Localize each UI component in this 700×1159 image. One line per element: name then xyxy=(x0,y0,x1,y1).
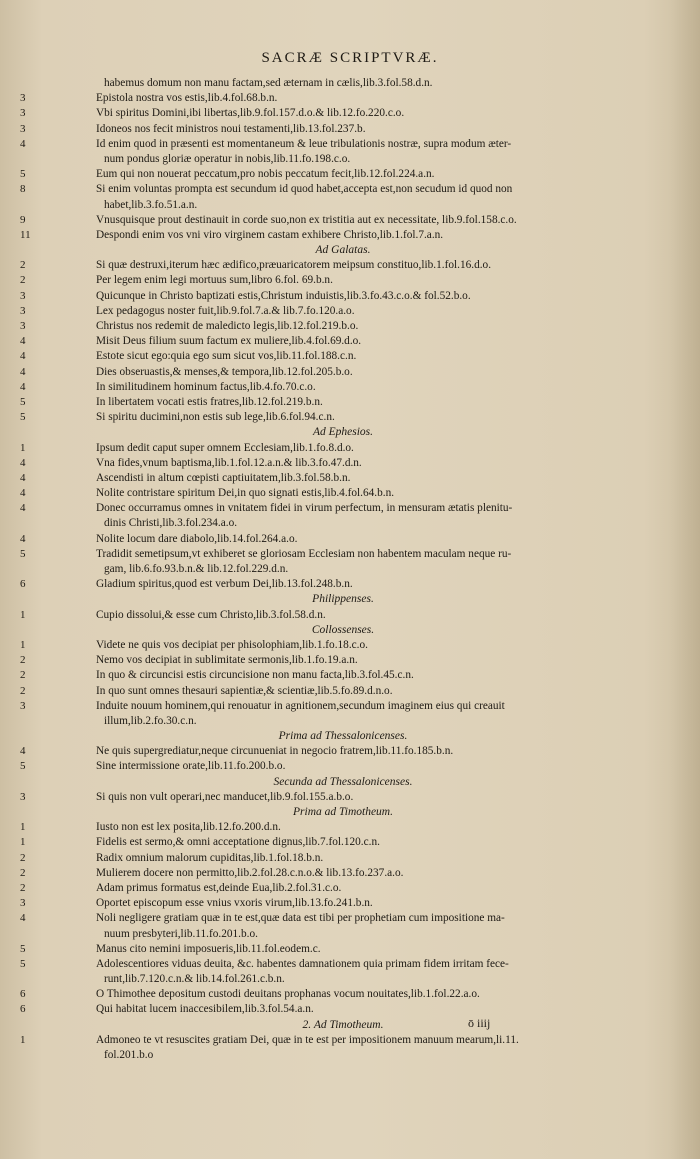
chapter-number: 4 xyxy=(20,137,26,150)
entry-text: Nemo vos decipiat in sublimitate sermonis,lib.1.fo.19.a.n. xyxy=(96,654,358,667)
entry-text: Admoneo te vt resuscites gratiam Dei, quæ in te est per impositionem manuum mearum,li.11. xyxy=(96,1033,519,1046)
entry-text: Fidelis est sermo,& omni acceptatione dignus,lib.7.fol.120.c.n. xyxy=(96,836,380,849)
index-entry xyxy=(0,456,700,471)
chapter-number: 1 xyxy=(20,821,26,834)
chapter-number: 3 xyxy=(20,304,26,317)
index-entry xyxy=(0,395,700,410)
index-entry xyxy=(0,167,700,182)
chapter-number: 2 xyxy=(20,654,26,667)
entry-text: runt,lib.7.120.c.n.& lib.14.fol.261.c.b.n. xyxy=(104,973,285,986)
index-entry xyxy=(0,927,700,942)
index-entry xyxy=(0,942,700,957)
entry-text: Quicunque in Christo baptizati estis,Christum induistis,lib.3.fo.43.c.o.& fol.52.b.o. xyxy=(96,289,471,302)
chapter-number: 8 xyxy=(20,183,26,196)
section-heading xyxy=(0,729,700,744)
entry-text: Id enim quod in præsenti est momentaneum & leue tribulationis nostræ, supra modum æter- xyxy=(96,137,512,150)
section-heading-text: Prima ad Timotheum. xyxy=(293,806,393,818)
index-entry xyxy=(0,258,700,273)
index-entry xyxy=(0,349,700,364)
index-entry xyxy=(0,441,700,456)
chapter-number: 3 xyxy=(20,107,26,120)
entry-text: Gladium spiritus,quod est verbum Dei,lib.13.fol.248.b.n. xyxy=(96,578,353,591)
chapter-number: 3 xyxy=(20,289,26,302)
entry-text: Ascendisti in altum cœpisti captiuitatem,lib.3.fol.58.b.n. xyxy=(96,471,351,484)
index-entry xyxy=(0,972,700,987)
entry-text: Si quæ destruxi,iterum hæc ædifico,præuaricatorem meipsum constituo,lib.1.fol.16.d.o. xyxy=(96,259,492,272)
entry-text: Misit Deus filium suum factum ex muliere,lib.4.fol.69.d.o. xyxy=(96,335,362,348)
index-entry xyxy=(0,699,700,714)
index-entry xyxy=(0,228,700,243)
entry-text: Noli negligere gratiam quæ in te est,quæ data est tibi per prophetiam cum impositione ma- xyxy=(96,912,505,925)
index-entry xyxy=(0,759,700,774)
index-entry xyxy=(0,866,700,881)
index-entry xyxy=(0,106,700,121)
chapter-number: 6 xyxy=(20,578,26,591)
entry-text: habet,lib.3.fo.51.a.n. xyxy=(104,198,198,211)
chapter-number: 11 xyxy=(20,228,31,241)
chapter-number: 4 xyxy=(20,502,26,515)
index-entry xyxy=(0,198,700,213)
section-heading xyxy=(0,775,700,790)
index-entry xyxy=(0,1033,700,1048)
index-entry xyxy=(0,684,700,699)
entry-text: Si quis non vult operari,nec manducet,lib.9.fol.155.a.b.o. xyxy=(96,790,354,803)
chapter-number: 2 xyxy=(20,684,26,697)
section-heading-text: Philippenses. xyxy=(312,593,374,606)
chapter-number: 5 xyxy=(20,760,26,773)
entry-text: Vbi spiritus Domini,ibi libertas,lib.9.fol.157.d.o.& lib.12.fo.220.c.o. xyxy=(96,107,405,120)
chapter-number: 4 xyxy=(20,335,26,348)
index-entry xyxy=(0,410,700,425)
entry-text: Oportet episcopum esse vnius vxoris virum,lib.13.fo.241.b.n. xyxy=(96,897,373,910)
running-head: SACRÆ SCRIPTVRÆ. xyxy=(261,50,439,66)
index-entry xyxy=(0,516,700,531)
chapter-number: 1 xyxy=(20,608,26,621)
chapter-number: 5 xyxy=(20,942,26,955)
chapter-number: 5 xyxy=(20,168,26,181)
chapter-number: 3 xyxy=(20,92,26,105)
entry-text: Adolescentiores viduas deuita, &c. habentes damnationem quia primam fidem irritam fece- xyxy=(96,957,509,970)
entry-text: Radix omnium malorum cupiditas,lib.1.fol.18.b.n. xyxy=(96,851,324,864)
section-heading-text: Ad Ephesios. xyxy=(312,426,374,439)
index-entry xyxy=(0,122,700,137)
chapter-number: 4 xyxy=(20,745,26,758)
index-entry xyxy=(0,182,700,197)
index-entry xyxy=(0,987,700,1002)
index-entry xyxy=(0,501,700,516)
entry-text: Idoneos nos fecit ministros noui testamenti,lib.13.fol.237.b. xyxy=(96,122,366,135)
chapter-number: 2 xyxy=(20,259,26,272)
entry-text: Videte ne quis vos decipiat per phisolophiam,lib.1.fo.18.c.o. xyxy=(96,638,368,651)
entry-text: Cupio dissolui,& esse cum Christo,lib.3.fol.58.d.n. xyxy=(96,608,326,621)
index-entry xyxy=(0,152,700,167)
entry-text: Induite nouum hominem,qui renouatur in agnitionem,secundum imaginem eius qui creauit xyxy=(96,699,505,712)
entry-text: Qui habitat lucem inaccesibilem,lib.3.fol.54.a.n. xyxy=(96,1003,314,1016)
index-entry xyxy=(0,486,700,501)
index-entry xyxy=(0,790,700,805)
index-entries xyxy=(0,76,700,1063)
index-entry xyxy=(0,213,700,228)
index-entry xyxy=(0,137,700,152)
chapter-number: 4 xyxy=(20,456,26,469)
chapter-number: 4 xyxy=(20,350,26,363)
entry-text: Si enim voluntas prompta est secundum id quod habet,accepta est,non secudum id quod non xyxy=(96,183,513,196)
index-entry xyxy=(0,851,700,866)
entry-text: Per legem enim legi mortuus sum,libro 6.fol. 69.b.n. xyxy=(96,274,333,287)
chapter-number: 5 xyxy=(20,547,26,560)
entry-text: Christus nos redemit de maledicto legis,lib.12.fol.219.b.o. xyxy=(96,320,359,332)
entry-text: Vnusquisque prout destinauit in corde suo,non ex tristitia aut ex necessitate, lib.9.fol.158.c.o. xyxy=(96,213,517,226)
index-entry xyxy=(0,668,700,683)
chapter-number: 2 xyxy=(20,881,26,894)
entry-text: In quo sunt omnes thesauri sapientiæ,& scientiæ,lib.5.fo.89.d.n.o. xyxy=(96,684,393,697)
entry-text: habemus domum non manu factam,sed æternam in cælis,lib.3.fol.58.d.n. xyxy=(104,77,433,89)
chapter-number: 1 xyxy=(20,836,26,849)
entry-text: gam, lib.6.fo.93.b.n.& lib.12.fol.229.d.n. xyxy=(104,563,289,575)
entry-text: Epistola nostra vos estis,lib.4.fol.68.b.n. xyxy=(96,92,278,105)
entry-text: Estote sicut ego:quia ego sum sicut vos,lib.11.fol.188.c.n. xyxy=(96,350,357,363)
index-entry xyxy=(0,289,700,304)
index-entry xyxy=(0,304,700,319)
section-heading-text: Collossenses. xyxy=(311,623,375,636)
index-entry xyxy=(0,608,700,623)
index-entry xyxy=(0,334,700,349)
section-heading xyxy=(0,243,700,258)
index-entry xyxy=(0,957,700,972)
index-entry xyxy=(0,380,700,395)
index-entry xyxy=(0,1002,700,1017)
entry-text: Eum qui non nouerat peccatum,pro nobis peccatum fecit,lib.12.fol.224.a.n. xyxy=(96,168,435,181)
entry-text: Si spiritu ducimini,non estis sub lege,lib.6.fol.94.c.n. xyxy=(96,411,335,424)
chapter-number: 1 xyxy=(20,638,26,651)
chapter-number: 3 xyxy=(20,897,26,910)
entry-text: Despondi enim vos vni viro virginem castam exhibere Christo,lib.1.fol.7.a.n. xyxy=(96,228,444,241)
index-entry xyxy=(0,1048,700,1063)
chapter-number: 6 xyxy=(20,988,26,1001)
index-entry xyxy=(0,835,700,850)
index-entry xyxy=(0,577,700,592)
section-heading xyxy=(0,1018,700,1033)
index-entry xyxy=(0,744,700,759)
chapter-number: 4 xyxy=(20,471,26,484)
entry-text: Dies obseruastis,& menses,& tempora,lib.12.fol.205.b.o. xyxy=(96,365,353,378)
index-entry xyxy=(0,273,700,288)
index-entry xyxy=(0,319,700,334)
section-heading xyxy=(0,805,700,820)
chapter-number: 3 xyxy=(20,320,26,332)
chapter-number: 4 xyxy=(20,487,26,500)
chapter-number: 4 xyxy=(20,380,26,393)
entry-text: Donec occurramus omnes in vnitatem fidei in virum perfectum, in mensuram ætatis plenitu- xyxy=(96,502,513,515)
chapter-number: 1 xyxy=(20,441,26,454)
entry-text: Tradidit semetipsum,vt exhiberet se gloriosam Ecclesiam non habentem maculam neque ru- xyxy=(96,547,512,560)
chapter-number: 3 xyxy=(20,790,26,803)
section-heading-text: Secunda ad Thessalonicenses. xyxy=(273,775,413,788)
entry-text: In similitudinem hominum factus,lib.4.fo.70.c.o. xyxy=(96,380,316,393)
chapter-number: 2 xyxy=(20,669,26,682)
entry-text: dinis Christi,lib.3.fol.234.a.o. xyxy=(104,517,238,530)
entry-text: Vna fides,vnum baptisma,lib.1.fol.12.a.n.& lib.3.fo.47.d.n. xyxy=(96,456,362,469)
index-entry xyxy=(0,896,700,911)
index-entry xyxy=(0,562,700,577)
entry-text: Mulierem docere non permitto,lib.2.fol.28.c.n.o.& lib.13.fo.237.a.o. xyxy=(96,866,404,879)
chapter-number: 9 xyxy=(20,213,26,226)
entry-text: num pondus gloriæ operatur in nobis,lib.11.fo.198.c.o. xyxy=(104,152,351,165)
entry-text: Ne quis supergrediatur,neque circunueniat in negocio fratrem,lib.11.fo.185.b.n. xyxy=(96,745,454,758)
index-entry xyxy=(0,881,700,896)
entry-text: Sine intermissione orate,lib.11.fo.200.b.o. xyxy=(96,760,286,773)
index-entry xyxy=(0,91,700,106)
index-entry xyxy=(0,714,700,729)
chapter-number: 4 xyxy=(20,365,26,378)
section-heading-text: Ad Galatas. xyxy=(315,244,371,257)
entry-text: illum,lib.2.fo.30.c.n. xyxy=(104,714,197,727)
chapter-number: 2 xyxy=(20,851,26,864)
section-heading-text: 2. Ad Timotheum. xyxy=(302,1018,384,1031)
chapter-number: 5 xyxy=(20,395,26,408)
entry-text: Lex pedagogus noster fuit,lib.9.fol.7.a.& lib.7.fo.120.a.o. xyxy=(96,304,355,317)
chapter-number: 5 xyxy=(20,411,26,424)
section-heading xyxy=(0,425,700,440)
index-entry xyxy=(0,76,700,91)
chapter-number: 5 xyxy=(20,957,26,970)
index-entry xyxy=(0,638,700,653)
index-entry xyxy=(0,471,700,486)
index-entry xyxy=(0,820,700,835)
chapter-number: 4 xyxy=(20,532,26,545)
chapter-number: 3 xyxy=(20,699,26,712)
signature-mark: ō iiij xyxy=(468,1016,491,1030)
entry-text: In libertatem vocati estis fratres,lib.12.fol.219.b.n. xyxy=(96,395,323,408)
index-entry xyxy=(0,653,700,668)
chapter-number: 3 xyxy=(20,122,26,135)
section-heading xyxy=(0,592,700,607)
entry-text: Manus cito nemini imposueris,lib.11.fol.eodem.c. xyxy=(96,942,321,955)
index-entry xyxy=(0,365,700,380)
chapter-number: 1 xyxy=(20,1033,26,1046)
entry-text: nuum presbyteri,lib.11.fo.201.b.o. xyxy=(104,927,258,940)
chapter-number: 2 xyxy=(20,866,26,879)
chapter-number: 6 xyxy=(20,1003,26,1016)
section-heading xyxy=(0,623,700,638)
chapter-number: 4 xyxy=(20,912,26,925)
entry-text: Nolite contristare spiritum Dei,in quo signati estis,lib.4.fol.64.b.n. xyxy=(96,487,395,500)
chapter-number: 2 xyxy=(20,274,26,287)
index-entry xyxy=(0,547,700,562)
entry-text: Ipsum dedit caput super omnem Ecclesiam,lib.1.fo.8.d.o. xyxy=(96,441,354,454)
entry-text: Nolite locum dare diabolo,lib.14.fol.264.a.o. xyxy=(96,532,298,545)
index-entry xyxy=(0,911,700,926)
entry-text: fol.201.b.o xyxy=(104,1049,154,1061)
index-entry xyxy=(0,532,700,547)
entry-text: In quo & circuncisi estis circuncisione non manu facta,lib.3.fol.45.c.n. xyxy=(96,669,414,682)
entry-text: O Thimothee depositum custodi deuitans prophanas vocum nouitates,lib.1.fol.22.a.o. xyxy=(96,988,480,1001)
entry-text: Iusto non est lex posita,lib.12.fo.200.d.n. xyxy=(96,821,281,834)
section-heading-text: Prima ad Thessalonicenses. xyxy=(278,730,408,743)
entry-text: Adam primus formatus est,deinde Eua,lib.2.fol.31.c.o. xyxy=(96,881,342,894)
